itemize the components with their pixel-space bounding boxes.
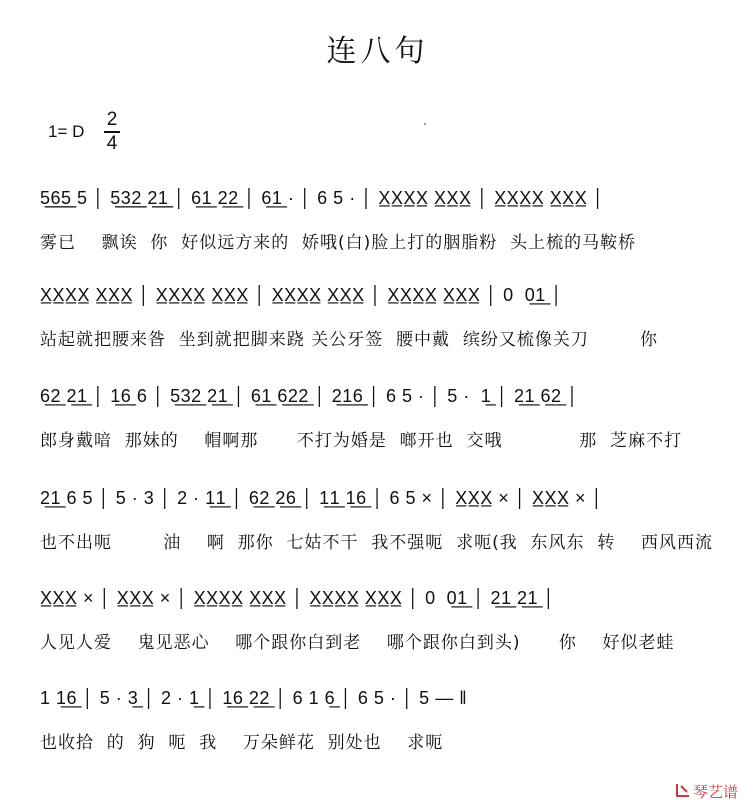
score-system-4 — [40, 480, 720, 560]
watermark-text: 琴艺谱 — [693, 783, 739, 801]
logo-icon — [675, 782, 691, 798]
notation-line — [40, 277, 720, 327]
notation-line — [40, 378, 720, 428]
time-denominator: 4 — [106, 132, 118, 154]
score-system-6 — [40, 680, 720, 760]
notation-text: 2̲1̲ 6 5 │ 5 · 3 │ 2 · 1̲1̲ │ 6̲2̲ 2̲6̲ │ 1̲1̲ 1̲6̲ │ 6 5 × │ X̲X̲X̲ × │ X̲X̲X̲ × │ — [40, 488, 604, 508]
lyrics-line: 郎身戴喑 那妹的 帽啊那 不打为婚是 啷开也 交哦 那 芝麻不打 — [40, 431, 683, 450]
notation-text: 6̲2̲ 2̲1̲ │ 1̲6̲ 6 │ 5̲3̲2̲ 2̲1̲ │ 6̲1̲ 6̲2̲2̲ │ 2̲1̲6̲ │ 6 5 · │ 5 · 1̲ │ 2̲1̲ 6̲2̲ │ — [40, 386, 579, 406]
time-numerator: 2 — [106, 109, 118, 130]
score-system-1 — [40, 180, 720, 260]
notation-line — [40, 480, 720, 530]
watermark-logo — [675, 780, 745, 802]
score-system-5 — [40, 580, 720, 660]
lyrics-line: 雾已 飘诶 你 好似远方来的 娇哦(白)脸上打的胭脂粉 头上梳的马鞍桥 — [40, 233, 637, 252]
notation-text: 1 1̲6̲ │ 5 · 3̲ │ 2 · 1̲ │ 1̲6̲ 2̲2̲ │ 6 1 6̲ │ 6 5 · │ 5 — ‖ — [40, 688, 468, 708]
time-signature — [104, 110, 120, 154]
lyrics-line: 也不出呃 油 啊 那你 七姑不干 我不强呃 求呃(我 东风东 转 西风西流 — [40, 533, 713, 552]
score-system-2 — [40, 277, 720, 357]
lyrics-line: 也收拾 的 狗 呃 我 万朵鲜花 别处也 求呃 — [40, 733, 444, 752]
notation-text: X̲X̲X̲X̲ X̲X̲X̲ │ X̲X̲X̲X̲ X̲X̲X̲ │ X̲X̲X̲X̲ X̲X̲X̲ │ X̲X̲X̲X̲ X̲X̲X̲ │ 0 0̲1̲ │ — [40, 285, 563, 305]
key-label: 1= D — [48, 122, 85, 141]
song-title: 连八句 — [326, 34, 429, 69]
notation-line — [40, 180, 720, 230]
stray-dot — [424, 123, 426, 125]
lyrics-line: 站起就把腰来昝 坐到就把脚来跷 关公牙签 腰中戴 缤纷又梳像关刀 你 — [40, 330, 659, 349]
notation-line — [40, 580, 720, 630]
notation-text: 5̲̲6̲̲5̲̲ 5 │ 5̲̲3̲̲2̲̲ 2̲̲1̲̲ │ 6̲1̲ 2̲2̲ │ 6̲1̲ · │ 6 5 · │ X̲X̲X̲X̲ X̲X̲X̲ │ X̲X̲X̲X̲ X̲X̲X̲ │ — [40, 188, 605, 208]
notation-line — [40, 680, 720, 730]
lyrics-line: 人见人爱 鬼见恶心 哪个跟你白到老 哪个跟你白到头) 你 好似老蛙 — [40, 633, 675, 652]
notation-text: X̲X̲X̲ × │ X̲X̲X̲ × │ X̲X̲X̲X̲ X̲X̲X̲ │ X̲X̲X̲X̲ X̲X̲X̲ │ 0 0̲1̲ │ 2̲1̲ 2̲1̲ │ — [40, 588, 556, 608]
score-system-3 — [40, 378, 720, 458]
